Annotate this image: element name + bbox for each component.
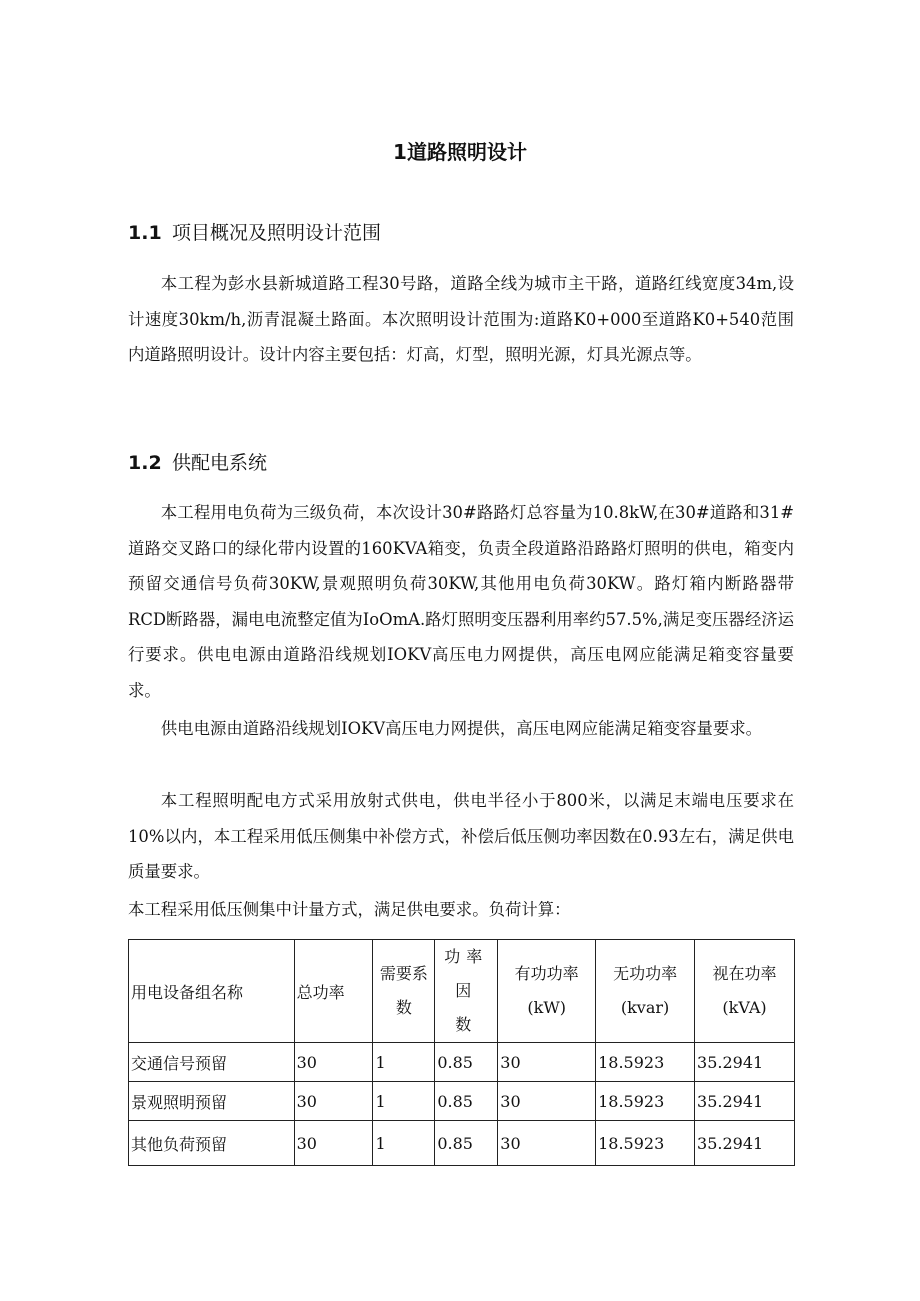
table-cell: 1 <box>373 1121 435 1166</box>
paragraph: 本工程用电负荷为三级负荷，本次设计30#路路灯总容量为10.8kW,在30#道路和31#道路交叉路口的绿化带内设置的160KVA箱变，负责全段道路沿路路灯照明的供电，箱变内预留交通信号负荷30KW,景观照明负荷30KW,其他用电负荷30KW。路灯箱内断路器带RCD断路器，漏电电流整定值为IoOmA.路灯照明变压器利用率约57.5%,满足变压器经济运行要求。供电电源由道路沿线规划IOKV高压电力网提供，高压电网应能满足箱变容量要求。 <box>128 503 794 700</box>
table-cell: 0.85 <box>435 1121 498 1166</box>
table-cell: 1 <box>373 1043 435 1082</box>
table-cell: 30 <box>498 1121 596 1166</box>
table-cell: 0.85 <box>435 1082 498 1121</box>
header-cell: 视在功率 (kVA) <box>695 940 795 1043</box>
table-row <box>129 1121 795 1166</box>
table-cell: 35.2941 <box>695 1121 795 1166</box>
table-cell: 30 <box>294 1043 373 1082</box>
table-cell: 30 <box>294 1082 373 1121</box>
section-title: 项目概况及照明设计范围 <box>172 222 382 244</box>
header-cell: 功率因 数 <box>435 940 498 1043</box>
header-cell: 用电设备组名称 <box>129 940 295 1043</box>
paragraph: 本工程为彭水县新城道路工程30号路，道路全线为城市主干路，道路红线宽度34m,设计速度30km/h,沥青混凝土路面。本次照明设计范围为:道路K0+000至道路K0+540范围内道路照明设计。设计内容主要包括：灯高，灯型，照明光源，灯具光源点等。 <box>128 274 794 364</box>
section-title: 供配电系统 <box>172 452 268 474</box>
table-cell: 35.2941 <box>695 1082 795 1121</box>
header-cell: 有功功率 (kW) <box>498 940 596 1043</box>
paragraph: 本工程照明配电方式采用放射式供电，供电半径小于800米，以满足末端电压要求在10%以内，本工程采用低压侧集中补偿方式，补偿后低压侧功率因数在0.93左右，满足供电质量要求。 <box>128 791 794 881</box>
header-cell: 需要系 数 <box>373 940 435 1043</box>
table-cell: 1 <box>373 1082 435 1121</box>
document-title: 1道路照明设计 <box>393 140 527 164</box>
table-cell: 30 <box>294 1121 373 1166</box>
section-number: 1.1 <box>128 222 162 244</box>
section-number: 1.2 <box>128 452 162 474</box>
section-heading-1-2 <box>128 448 267 475</box>
table-cell: 30 <box>498 1082 596 1121</box>
table-cell: 其他负荷预留 <box>129 1121 295 1166</box>
table-cell: 18.5923 <box>596 1043 695 1082</box>
table-cell: 0.85 <box>435 1043 498 1082</box>
load-calculation-table <box>128 939 795 1166</box>
table-row <box>129 1082 795 1121</box>
table-row <box>129 1043 795 1082</box>
table-intro-paragraph: 本工程采用低压侧集中计量方式，满足供电要求。负荷计算： <box>128 900 571 919</box>
header-cell: 无功功率 (kvar) <box>596 940 695 1043</box>
table-cell: 景观照明预留 <box>129 1082 295 1121</box>
header-cell: 总功率 <box>294 940 373 1043</box>
table-cell: 18.5923 <box>596 1082 695 1121</box>
table-cell: 35.2941 <box>695 1043 795 1082</box>
table-cell: 18.5923 <box>596 1121 695 1166</box>
section-heading-1-1 <box>128 218 381 245</box>
paragraph: 供电电源由道路沿线规划IOKV高压电力网提供，高压电网应能满足箱变容量要求。 <box>160 719 763 738</box>
table-cell: 30 <box>498 1043 596 1082</box>
table-cell: 交通信号预留 <box>129 1043 295 1082</box>
table-header-row <box>129 940 795 1043</box>
